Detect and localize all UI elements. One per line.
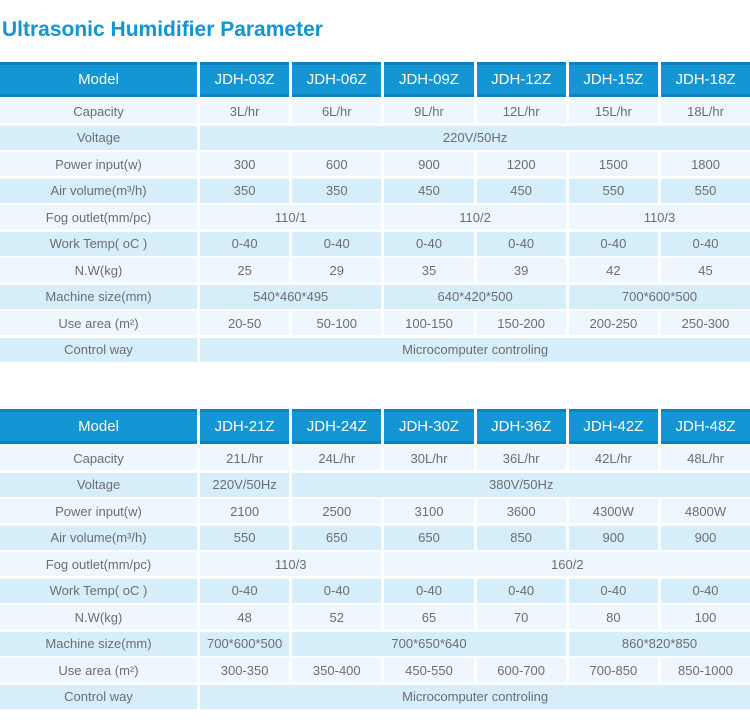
value-cell: 12L/hr xyxy=(477,99,566,123)
table-row xyxy=(0,526,750,550)
value-cell: 0-40 xyxy=(661,232,750,256)
value-cell: 15L/hr xyxy=(569,99,658,123)
value-cell: 900 xyxy=(569,526,658,550)
spec-table-1 xyxy=(0,62,750,362)
value-cell: 160/2 xyxy=(384,552,750,576)
row-label: Capacity xyxy=(0,446,197,470)
row-label: N.W(kg) xyxy=(0,258,197,282)
table-row xyxy=(0,658,750,682)
value-cell: 550 xyxy=(661,179,750,203)
row-label: Power input(w) xyxy=(0,499,197,523)
value-cell: 18L/hr xyxy=(661,99,750,123)
value-cell: 70 xyxy=(477,605,566,629)
table-row xyxy=(0,446,750,470)
column-header: JDH-03Z xyxy=(200,62,289,97)
row-label: Machine size(mm) xyxy=(0,632,197,656)
value-cell: 550 xyxy=(569,179,658,203)
value-cell: 4800W xyxy=(661,499,750,523)
row-label: Power input(w) xyxy=(0,152,197,176)
value-cell: 600 xyxy=(292,152,381,176)
value-cell: 1800 xyxy=(661,152,750,176)
value-cell: 200-250 xyxy=(569,311,658,335)
table-header-row xyxy=(0,409,750,444)
column-header: JDH-36Z xyxy=(477,409,566,444)
value-cell: 150-200 xyxy=(477,311,566,335)
row-label: N.W(kg) xyxy=(0,605,197,629)
table-row xyxy=(0,258,750,282)
value-cell: 29 xyxy=(292,258,381,282)
value-cell: 0-40 xyxy=(292,232,381,256)
value-cell: 42L/hr xyxy=(569,446,658,470)
value-cell: 9L/hr xyxy=(384,99,473,123)
row-label: Control way xyxy=(0,685,197,709)
value-cell: 20-50 xyxy=(200,311,289,335)
table-row xyxy=(0,99,750,123)
column-header: JDH-30Z xyxy=(384,409,473,444)
value-cell: 700-850 xyxy=(569,658,658,682)
value-cell: 21L/hr xyxy=(200,446,289,470)
value-cell: 52 xyxy=(292,605,381,629)
value-cell: 2500 xyxy=(292,499,381,523)
value-cell: 110/1 xyxy=(200,205,381,229)
value-cell: 3100 xyxy=(384,499,473,523)
page-title: Ultrasonic Humidifier Parameter xyxy=(2,18,323,41)
value-cell: 0-40 xyxy=(384,232,473,256)
table-row xyxy=(0,152,750,176)
table-header-row xyxy=(0,62,750,97)
column-header: JDH-12Z xyxy=(477,62,566,97)
row-label: Control way xyxy=(0,338,197,362)
value-cell: 0-40 xyxy=(477,232,566,256)
value-cell: Microcomputer controling xyxy=(200,338,750,362)
value-cell: 700*600*500 xyxy=(200,632,289,656)
value-cell: 35 xyxy=(384,258,473,282)
table-row xyxy=(0,552,750,576)
value-cell: 0-40 xyxy=(292,579,381,603)
row-label: Air volume(m³/h) xyxy=(0,179,197,203)
value-cell: 25 xyxy=(200,258,289,282)
row-label: Machine size(mm) xyxy=(0,285,197,309)
value-cell: 380V/50Hz xyxy=(292,473,750,497)
value-cell: 850-1000 xyxy=(661,658,750,682)
column-header: JDH-09Z xyxy=(384,62,473,97)
value-cell: 110/3 xyxy=(200,552,381,576)
value-cell: 650 xyxy=(384,526,473,550)
value-cell: 600-700 xyxy=(477,658,566,682)
row-label: Work Temp( oC ) xyxy=(0,579,197,603)
table-row xyxy=(0,232,750,256)
table-row xyxy=(0,126,750,150)
value-cell: 0-40 xyxy=(200,232,289,256)
table-row xyxy=(0,311,750,335)
value-cell: 0-40 xyxy=(569,579,658,603)
column-header: JDH-18Z xyxy=(661,62,750,97)
value-cell: 350 xyxy=(200,179,289,203)
value-cell: 550 xyxy=(200,526,289,550)
value-cell: 1500 xyxy=(569,152,658,176)
value-cell: 45 xyxy=(661,258,750,282)
column-header: JDH-21Z xyxy=(200,409,289,444)
value-cell: 1200 xyxy=(477,152,566,176)
value-cell: 3600 xyxy=(477,499,566,523)
value-cell: 50-100 xyxy=(292,311,381,335)
column-header: JDH-42Z xyxy=(569,409,658,444)
value-cell: 300-350 xyxy=(200,658,289,682)
value-cell: 700*600*500 xyxy=(569,285,750,309)
value-cell: 39 xyxy=(477,258,566,282)
value-cell: 220V/50Hz xyxy=(200,473,289,497)
table-row xyxy=(0,473,750,497)
row-label: Fog outlet(mm/pc) xyxy=(0,552,197,576)
value-cell: 65 xyxy=(384,605,473,629)
value-cell: 80 xyxy=(569,605,658,629)
value-cell: 350-400 xyxy=(292,658,381,682)
value-cell: 0-40 xyxy=(200,579,289,603)
value-cell: 42 xyxy=(569,258,658,282)
value-cell: 640*420*500 xyxy=(384,285,565,309)
column-header-model: Model xyxy=(0,62,197,97)
table-row xyxy=(0,632,750,656)
value-cell: 900 xyxy=(661,526,750,550)
table-row xyxy=(0,499,750,523)
column-header: JDH-48Z xyxy=(661,409,750,444)
value-cell: 24L/hr xyxy=(292,446,381,470)
value-cell: 3L/hr xyxy=(200,99,289,123)
column-header: JDH-06Z xyxy=(292,62,381,97)
column-header: JDH-15Z xyxy=(569,62,658,97)
value-cell: 700*650*640 xyxy=(292,632,566,656)
value-cell: 36L/hr xyxy=(477,446,566,470)
value-cell: 0-40 xyxy=(661,579,750,603)
column-header: JDH-24Z xyxy=(292,409,381,444)
row-label: Use area (m²) xyxy=(0,658,197,682)
value-cell: 6L/hr xyxy=(292,99,381,123)
row-label: Fog outlet(mm/pc) xyxy=(0,205,197,229)
value-cell: 100 xyxy=(661,605,750,629)
value-cell: 450 xyxy=(384,179,473,203)
column-header-model: Model xyxy=(0,409,197,444)
table-row xyxy=(0,179,750,203)
value-cell: 540*460*495 xyxy=(200,285,381,309)
table-row xyxy=(0,285,750,309)
value-cell: 650 xyxy=(292,526,381,550)
spec-table-2 xyxy=(0,409,750,709)
row-label: Voltage xyxy=(0,473,197,497)
value-cell: 250-300 xyxy=(661,311,750,335)
value-cell: 900 xyxy=(384,152,473,176)
value-cell: 4300W xyxy=(569,499,658,523)
value-cell: Microcomputer controling xyxy=(200,685,750,709)
row-label: Air volume(m³/h) xyxy=(0,526,197,550)
table-row xyxy=(0,205,750,229)
value-cell: 0-40 xyxy=(569,232,658,256)
row-label: Use area (m²) xyxy=(0,311,197,335)
value-cell: 850 xyxy=(477,526,566,550)
value-cell: 860*820*850 xyxy=(569,632,750,656)
row-label: Work Temp( oC ) xyxy=(0,232,197,256)
value-cell: 0-40 xyxy=(384,579,473,603)
table-row xyxy=(0,579,750,603)
value-cell: 48L/hr xyxy=(661,446,750,470)
table-row xyxy=(0,338,750,362)
value-cell: 350 xyxy=(292,179,381,203)
value-cell: 450-550 xyxy=(384,658,473,682)
value-cell: 100-150 xyxy=(384,311,473,335)
value-cell: 48 xyxy=(200,605,289,629)
value-cell: 220V/50Hz xyxy=(200,126,750,150)
row-label: Capacity xyxy=(0,99,197,123)
value-cell: 110/3 xyxy=(569,205,750,229)
value-cell: 110/2 xyxy=(384,205,565,229)
value-cell: 2100 xyxy=(200,499,289,523)
value-cell: 450 xyxy=(477,179,566,203)
table-row xyxy=(0,605,750,629)
value-cell: 300 xyxy=(200,152,289,176)
table-row xyxy=(0,685,750,709)
row-label: Voltage xyxy=(0,126,197,150)
value-cell: 0-40 xyxy=(477,579,566,603)
value-cell: 30L/hr xyxy=(384,446,473,470)
